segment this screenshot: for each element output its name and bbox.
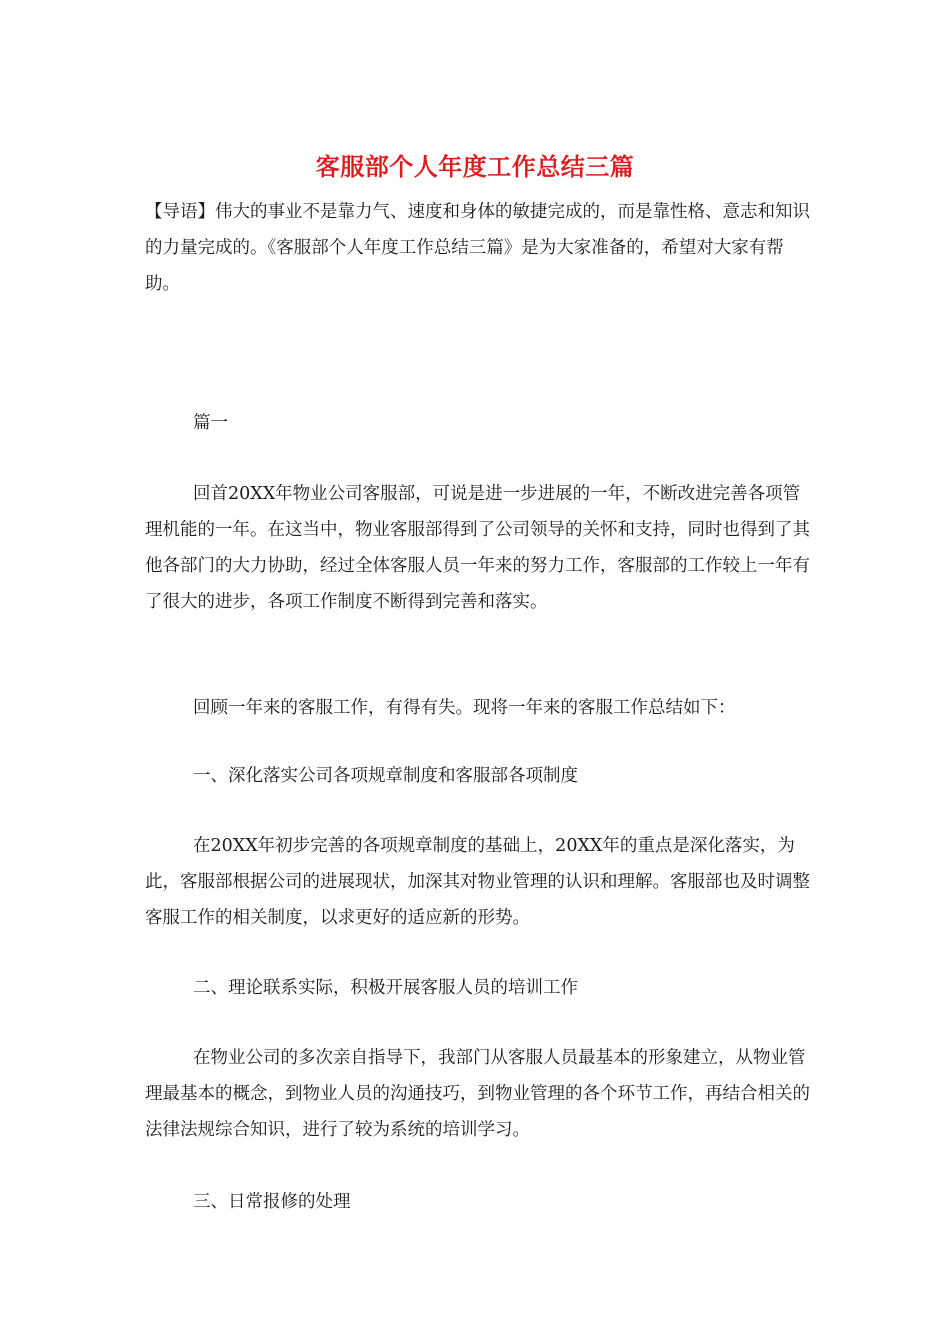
section-heading: 二、理论联系实际，积极开展客服人员的培训工作 (193, 978, 578, 998)
section-heading: 一、深化落实公司各项规章制度和客服部各项制度 (193, 766, 578, 786)
lead-paragraph: 【导语】伟大的事业不是靠力气、速度和身体的敏捷完成的，而是靠性格、意志和知识的力量完成的。《客服部个人年度工作总结三篇》是为大家准备的，希望对大家有帮助。 (145, 202, 810, 294)
body-paragraph: 回顾一年来的客服工作，有得有失。现将一年来的客服工作总结如下： (193, 698, 736, 718)
body-paragraph: 在20XX年初步完善的各项规章制度的基础上，20XX年的重点是深化落实，为此，客服部根据公司的进展现状，加深其对物业管理的认识和理解。客服部也及时调整客服工作的相关制度，以求更好的适应新的形势。 (145, 836, 810, 928)
body-paragraph: 回首20XX年物业公司客服部，可说是进一步进展的一年，不断改进完善各项管理机能的一年。在这当中，物业客服部得到了公司领导的关怀和支持，同时也得到了其他各部门的大力协助，经过全体客服人员一年来的努力工作，客服部的工作较上一年有了很大的进步，各项工作制度不断得到完善和落实。 (145, 484, 810, 612)
body-paragraph: 在物业公司的多次亲自指导下，我部门从客服人员最基本的形象建立，从物业管理最基本的概念，到物业人员的沟通技巧，到物业管理的各个环节工作，再结合相关的法律法规综合知识，进行了较为系统的培训学习。 (145, 1048, 810, 1140)
document-title: 客服部个人年度工作总结三篇 (315, 152, 635, 181)
section-heading: 三、日常报修的处理 (193, 1192, 351, 1212)
section-heading-part-one: 篇一 (193, 413, 228, 433)
